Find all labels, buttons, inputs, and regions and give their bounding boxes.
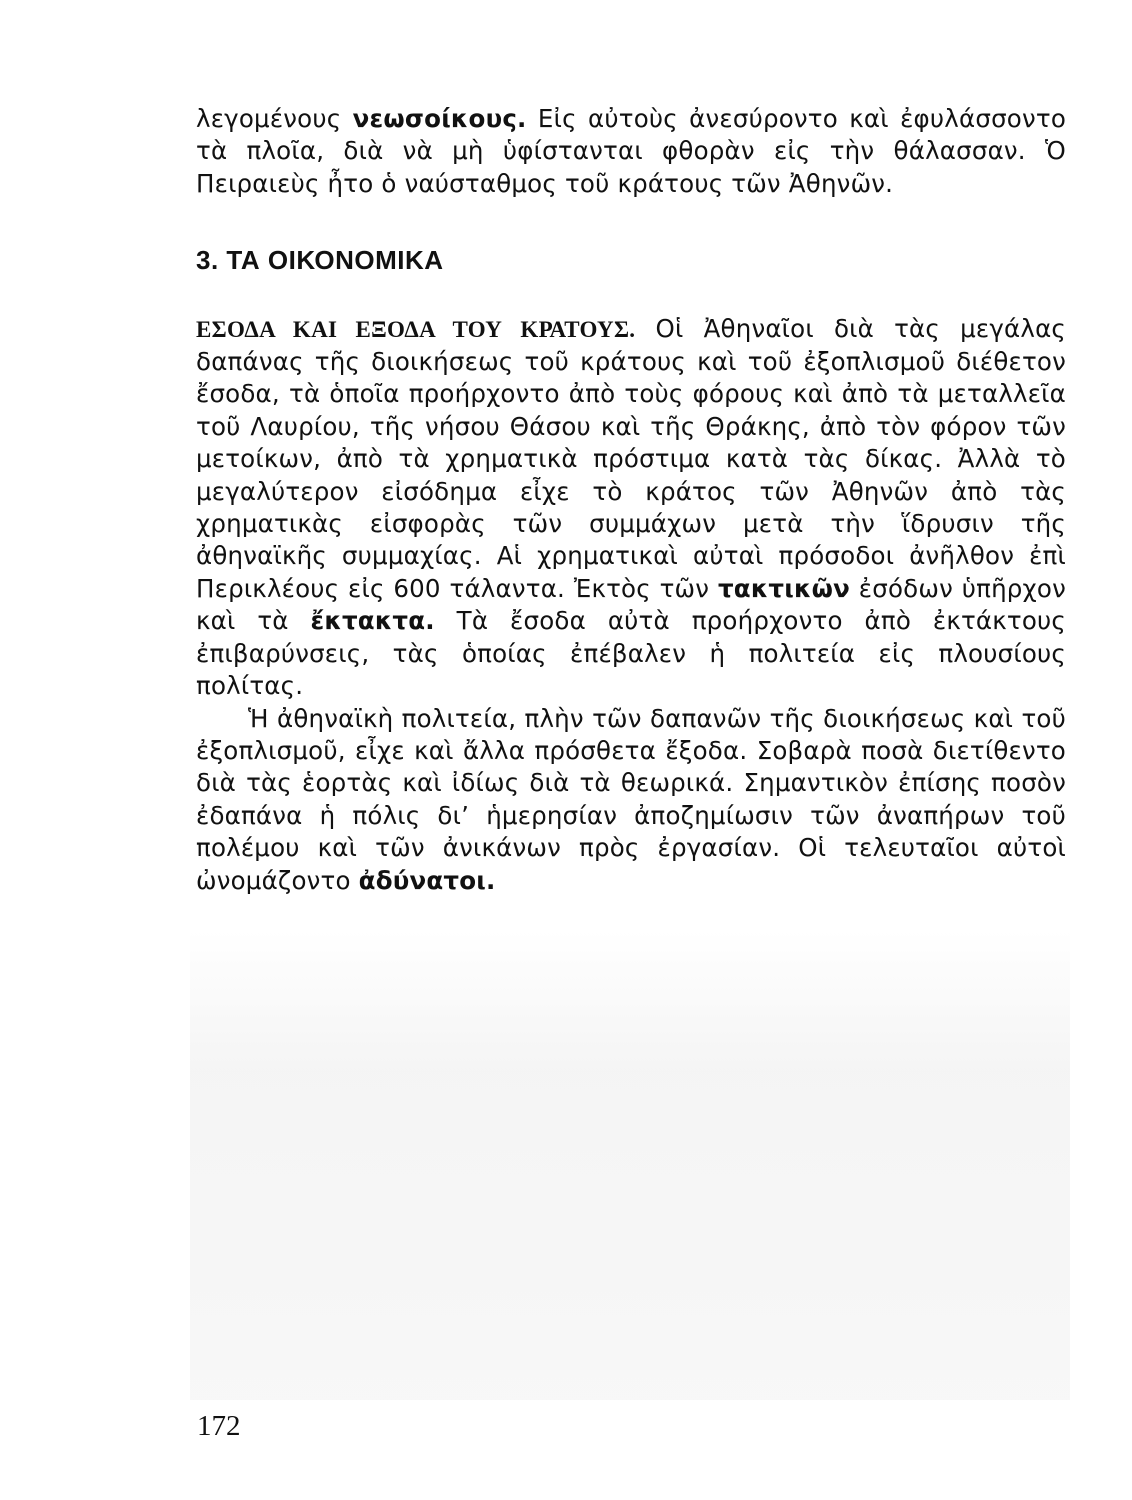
section-heading xyxy=(196,244,1066,276)
show-through-shadow xyxy=(190,930,1070,1400)
revenue-text-2: ἐσόδων ὑπῆρχον καὶ τὰ xyxy=(196,573,1066,636)
revenue-bold-term-2: ἔκτακτα. xyxy=(310,606,435,636)
intro-text-2: Εἰς αὐτοὺς ἀνεσύροντο καὶ ἐφυλάσσοντο τὰ πλοῖα, διὰ νὰ μὴ ὑφίστανται φθορὰν εἰς τὴν θάλασσαν. Ὁ Πειραιεὺς ἦτο ὁ ναύσταθμος τοῦ κράτους τῶν Ἀθηνῶν. xyxy=(196,104,1067,198)
revenue-text-1: Οἱ Ἀθηναῖοι διὰ τὰς μεγάλας δαπάνας τῆς διοικήσεως τοῦ κράτους καὶ τοῦ ἐξοπλισμοῦ διέθετον ἔσοδα, τὰ ὁποῖα προήρχοντο ἀπὸ τοὺς φόρους καὶ ἀπὸ τὰ μεταλλεῖα τοῦ Λαυρίου, τῆς νήσου Θάσου καὶ τῆς Θράκης, ἀπὸ τὸν φόρον τῶν μετοίκων, ἀπὸ τὰ χρηματικὰ πρόστιμα κατὰ τὰς δίκας. Ἀλλὰ τὸ μεγαλύτερον εἰσόδημα εἶχε τὸ κράτος τῶν Ἀθηνῶν ἀπὸ τὰς χρηματικὰς εἰσφορὰς τῶν συμμάχων μετὰ τὴν ἵδρυσιν τῆς ἀθηναϊκῆς συμμαχίας. Αἱ χρηματικαὶ αὐταὶ πρόσοδοι ἀνῆλθον ἐπὶ Περικλέους εἰς 600 τάλαντα. Ἐκτὸς τῶν xyxy=(196,313,1067,603)
page-number: 172 xyxy=(197,1410,241,1442)
revenue-bold-term-1: τακτικῶν xyxy=(717,573,850,603)
revenue-paragraph xyxy=(196,313,1066,703)
section-title: ΤΑ ΟΙΚΟΝΟΜΙΚΑ xyxy=(226,245,444,276)
intro-bold-term: νεωσοίκους. xyxy=(352,104,527,133)
section-number: 3. xyxy=(196,245,219,276)
page-text xyxy=(196,103,1066,897)
intro-paragraph xyxy=(196,103,1066,200)
expenses-paragraph xyxy=(196,703,1066,897)
revenue-text-3: Τὰ ἔσοδα αὐτὰ προήρχοντο ἀπὸ ἐκτάκτους ἐπιβαρύνσεις, τὰς ὁποίας ἐπέβαλεν ἡ πολιτεία εἰς πλουσίους πολίτας. xyxy=(196,606,1066,701)
expenses-text-1: Ἡ ἀθηναϊκὴ πολιτεία, πλὴν τῶν δαπανῶν τῆς διοικήσεως καὶ τοῦ ἐξοπλισμοῦ, εἶχε καὶ ἄλλα πρόσθετα ἔξοδα. Σοβαρὰ ποσὰ διετίθεντο διὰ τὰς ἑορτὰς καὶ ἰδίως διὰ τὰ θεωρικά. Σημαντικὸν ἐπίσης ποσὸν ἐδαπάνα ἡ πόλις δι’ ἡμερησίαν ἀποζημίωσιν τῶν ἀναπήρων τοῦ πολέμου καὶ τῶν ἀνικάνων πρὸς ἐργασίαν. Οἱ τελευταῖοι αὐτοὶ ὠνομάζοντο xyxy=(196,703,1066,895)
paragraph-lead-heading: ΕΣΟΔΑ ΚΑΙ ΕΞΟΔΑ ΤΟΥ ΚΡΑΤΟΥΣ. xyxy=(196,316,636,342)
intro-text-1: λεγομένους xyxy=(196,104,353,133)
expenses-bold-term: ἀδύνατοι. xyxy=(358,865,496,895)
